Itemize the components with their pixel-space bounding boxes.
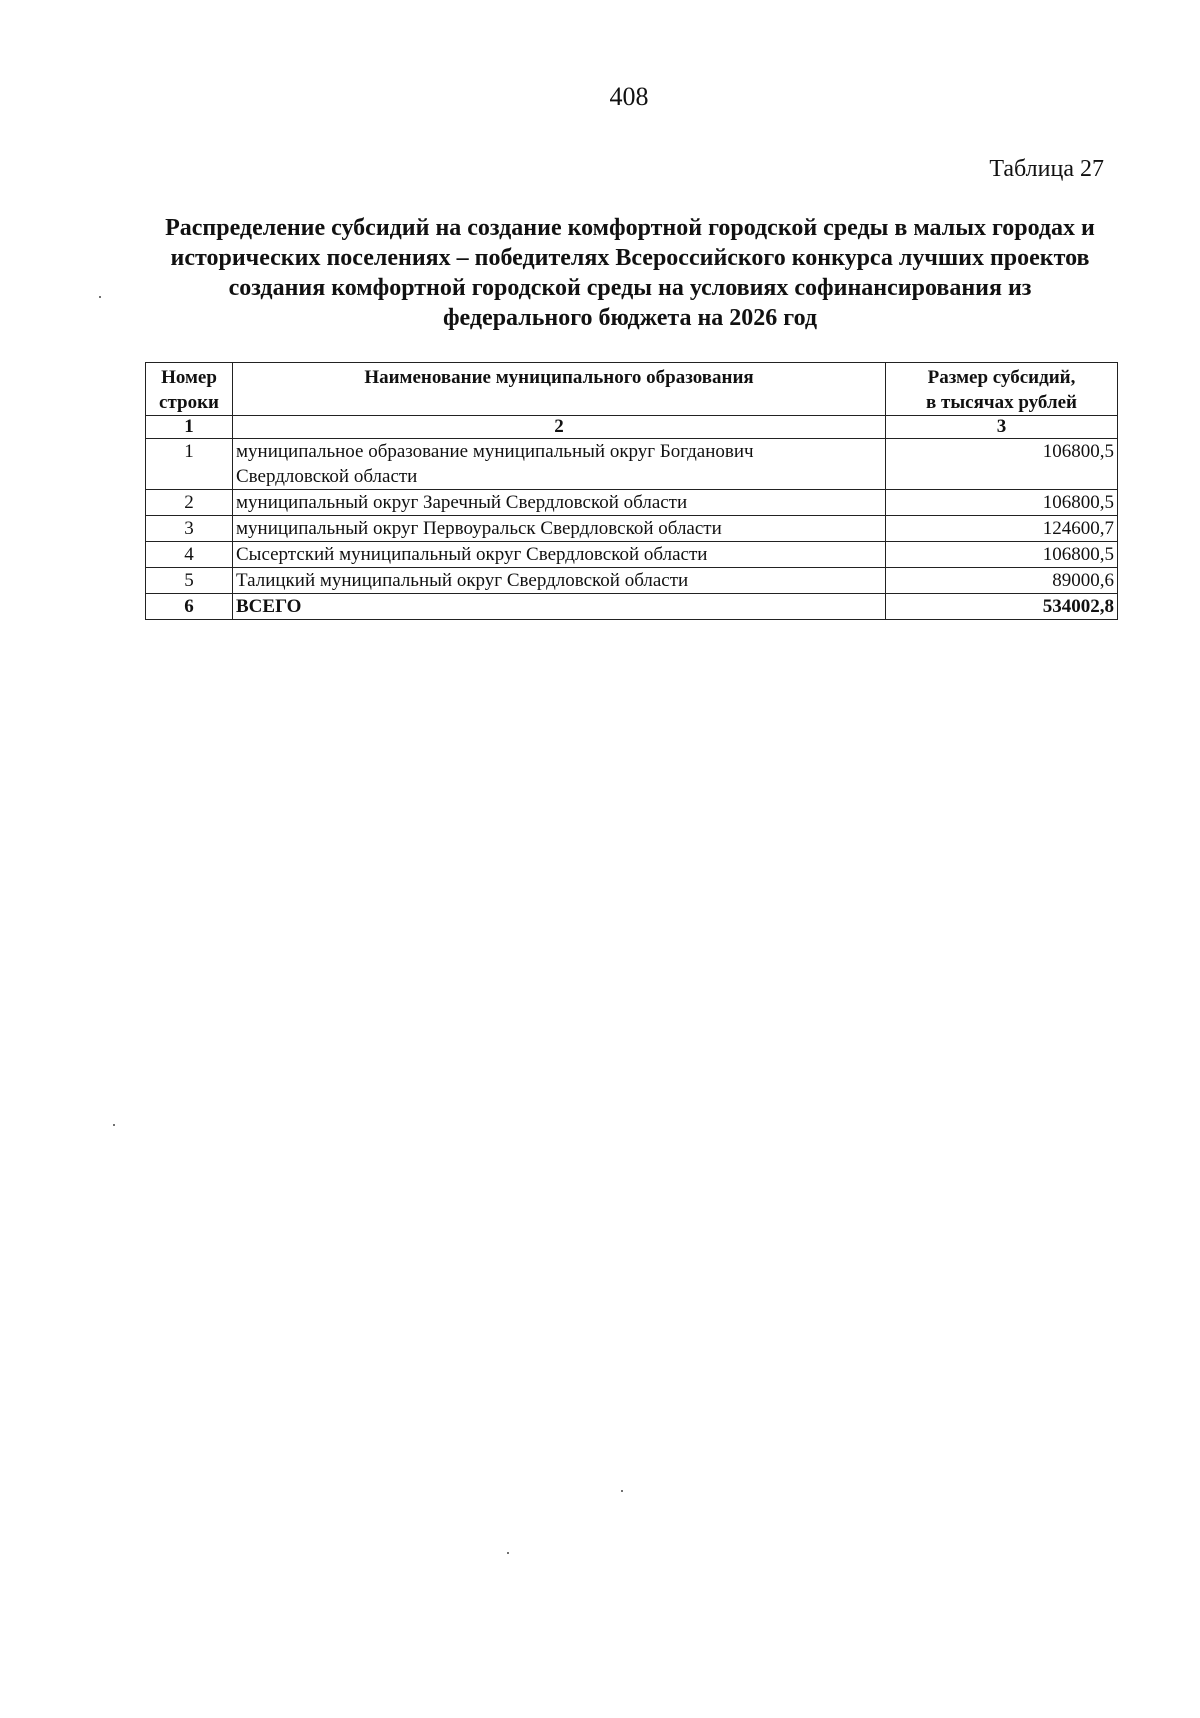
scan-speck bbox=[621, 1490, 623, 1492]
subsidy-amount: 106800,5 bbox=[886, 490, 1118, 516]
total-row bbox=[146, 594, 1118, 620]
subsidy-amount: 89000,6 bbox=[886, 568, 1118, 594]
header-row-number: Номер строки bbox=[146, 363, 233, 416]
table-label: Таблица 27 bbox=[989, 156, 1104, 182]
title-line: федерального бюджета на 2026 год bbox=[442, 305, 818, 331]
subsidy-amount: 106800,5 bbox=[886, 542, 1118, 568]
row-number: 5 bbox=[146, 568, 233, 594]
title-line: исторических поселениях – победителях Всероссийского конкурса лучших проектов bbox=[170, 245, 1090, 271]
column-index-row bbox=[146, 416, 1118, 439]
row-number: 6 bbox=[146, 594, 233, 620]
title-line: Распределение субсидий на создание комфортной городской среды в малых городах и bbox=[165, 215, 1095, 241]
column-index: 3 bbox=[886, 416, 1118, 439]
subsidy-amount: 124600,7 bbox=[886, 516, 1118, 542]
municipality-name: муниципальное образование муниципальный округ Богданович Свердловской области bbox=[233, 439, 886, 490]
column-index: 2 bbox=[233, 416, 886, 439]
column-index: 1 bbox=[146, 416, 233, 439]
header-subsidy-amount: Размер субсидий, в тысячах рублей bbox=[886, 363, 1118, 416]
table-row bbox=[146, 490, 1118, 516]
municipality-name: муниципальный округ Первоуральск Свердловской области bbox=[233, 516, 886, 542]
table-row bbox=[146, 516, 1118, 542]
table-row bbox=[146, 439, 1118, 490]
page-number: 408 bbox=[609, 82, 649, 111]
title-line: создания комфортной городской среды на условиях софинансирования из bbox=[228, 275, 1032, 301]
total-label: ВСЕГО bbox=[233, 594, 886, 620]
subsidy-table bbox=[145, 362, 1118, 620]
document-title bbox=[130, 213, 1130, 333]
table-row bbox=[146, 542, 1118, 568]
table-header-row bbox=[146, 363, 1118, 416]
total-amount: 534002,8 bbox=[886, 594, 1118, 620]
header-municipality-name: Наименование муниципального образования bbox=[233, 363, 886, 416]
row-number: 2 bbox=[146, 490, 233, 516]
municipality-name: Сысертский муниципальный округ Свердловской области bbox=[233, 542, 886, 568]
scan-speck bbox=[113, 1124, 115, 1126]
scan-speck bbox=[99, 296, 101, 298]
row-number: 4 bbox=[146, 542, 233, 568]
row-number: 3 bbox=[146, 516, 233, 542]
municipality-name: Талицкий муниципальный округ Свердловской области bbox=[233, 568, 886, 594]
municipality-name: муниципальный округ Заречный Свердловской области bbox=[233, 490, 886, 516]
row-number: 1 bbox=[146, 439, 233, 490]
scan-speck bbox=[507, 1552, 509, 1554]
table-row bbox=[146, 568, 1118, 594]
subsidy-amount: 106800,5 bbox=[886, 439, 1118, 490]
